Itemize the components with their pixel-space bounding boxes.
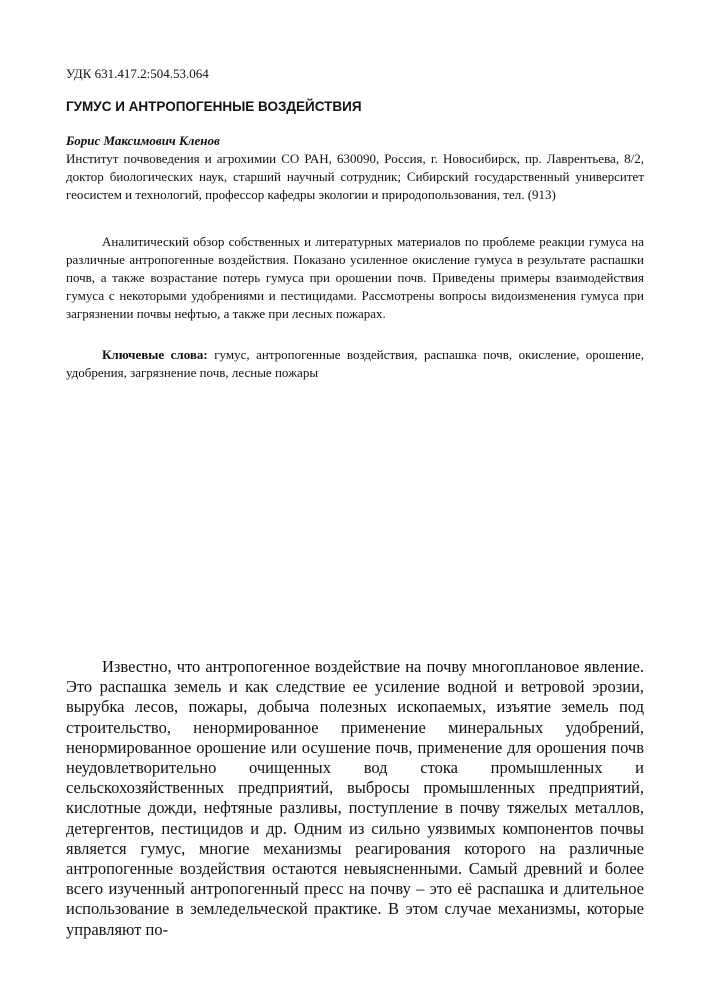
author-name: Борис Максимович Кленов (66, 133, 220, 148)
body-paragraph: Известно, что антропогенное воздействие на почву многоплановое явление. Это распашка земель и как следствие ее усиление водной и ветровой эрозии, вырубка лесов, пожары, добыча полезных ископаемых, изъятие земель под строительство, ненормированное применение минеральных удобрений, ненормированное орошение или осушение почв, применение для орошения почв неудовлетворительно очищенных вод стока промышленных и сельскохозяйственных предприятий, выбросы промышленных предприятий, кислотные дожди, нефтяные разливы, поступление в почву тяжелых металлов, детергентов, пестицидов и др. Одним из сильно уязвимых компонентов почвы является гумус, многие механизмы реагирования которого на различные антропогенные воздействия остаются невыясненными. Самый древний и более всего изученный антропогенный пресс на почву – это её распашка и длительное использование в земледельческой практике. В этом случае механизмы, которые управляют по- (66, 657, 644, 939)
keywords (66, 346, 644, 382)
keywords-label: Ключевые слова: (102, 347, 208, 362)
keywords-text: гумус, антропогенные воздействия, распашка почв, окисление, орошение, удобрения, загрязнение почв, лесные пожары (66, 347, 645, 380)
author-affiliation: Институт почвоведения и агрохимии СО РАН, 630090, Россия, г. Новосибирск, пр. Лаврентьева, 8/2, доктор биологических наук, старший научный сотрудник; Сибирский государственный университет геосистем и технологий, профессор кафедры экологии и природопользования, тел. (913) (66, 151, 644, 202)
abstract: Аналитический обзор собственных и литературных материалов по проблеме реакции гумуса на различные антропогенные воздействия. Показано усиленное окисление гумуса в результате распашки почв, а также возрастание потерь гумуса при орошении почв. Приведены примеры взаимодействия гумуса с некоторыми удобрениями и пестицидами. Рассмотрены вопросы видоизменения гумуса при загрязнении почвы нефтью, а также при лесных пожарах. (66, 234, 644, 321)
udc-code: УДК 631.417.2:504.53.064 (66, 66, 209, 81)
article-title: ГУМУС И АНТРОПОГЕННЫЕ ВОЗДЕЙСТВИЯ (66, 99, 362, 114)
